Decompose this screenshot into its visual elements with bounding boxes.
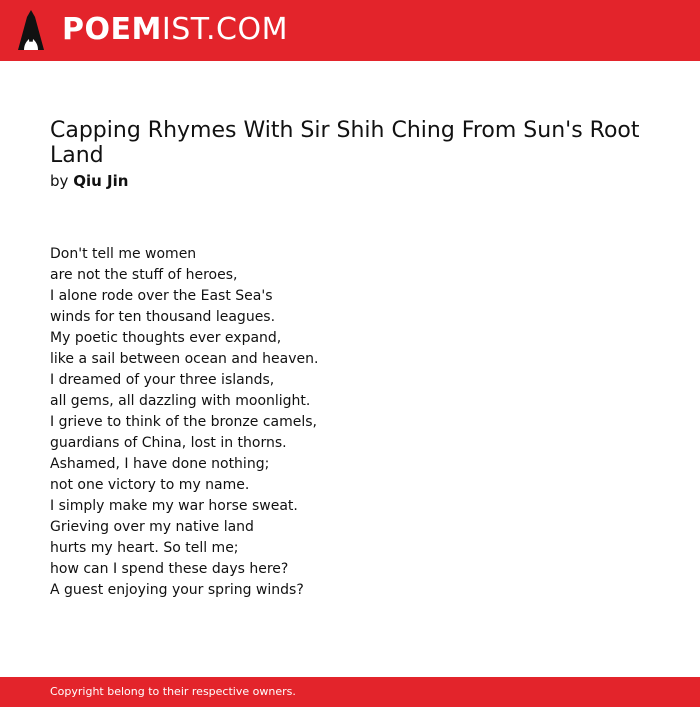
- copyright-notice: Copyright belong to their respective owners.: [50, 685, 296, 698]
- pencil-icon[interactable]: [18, 10, 44, 52]
- poem-line: like a sail between ocean and heaven.: [50, 351, 319, 367]
- poem-line: I dreamed of your three islands,: [50, 372, 275, 388]
- poem-line: how can I spend these days here?: [50, 561, 289, 577]
- site-header: [0, 0, 700, 61]
- poem-line: A guest enjoying your spring winds?: [50, 582, 304, 598]
- byline: [50, 171, 660, 191]
- poem-line: are not the stuff of heroes,: [50, 267, 238, 283]
- poem-header: [50, 118, 660, 191]
- poem-line: winds for ten thousand leagues.: [50, 309, 276, 325]
- site-logo[interactable]: [62, 12, 288, 48]
- site-footer: [0, 677, 700, 707]
- poem-line: I grieve to think of the bronze camels,: [50, 414, 317, 430]
- poem-line: Grieving over my native land: [50, 519, 254, 535]
- poem-line: I alone rode over the East Sea's: [50, 288, 273, 304]
- poem-line: I simply make my war horse sweat.: [50, 498, 298, 514]
- logo-bold-text: POEM: [62, 12, 162, 47]
- logo-light-text: IST.COM: [161, 12, 288, 47]
- poem-line: not one victory to my name.: [50, 477, 250, 493]
- poem-line: My poetic thoughts ever expand,: [50, 330, 282, 346]
- poem-title: Capping Rhymes With Sir Shih Ching From Sun's Root Land: [50, 118, 640, 168]
- poem-line: all gems, all dazzling with moonlight.: [50, 393, 311, 409]
- poem-line: guardians of China, lost in thorns.: [50, 435, 287, 451]
- poem-line: Ashamed, I have done nothing;: [50, 456, 270, 472]
- poem-body: [50, 244, 650, 601]
- author-name: Qiu Jin: [73, 172, 129, 190]
- poem-line: hurts my heart. So tell me;: [50, 540, 239, 556]
- poem-line: Don't tell me women: [50, 246, 197, 262]
- by-label: by: [50, 172, 69, 190]
